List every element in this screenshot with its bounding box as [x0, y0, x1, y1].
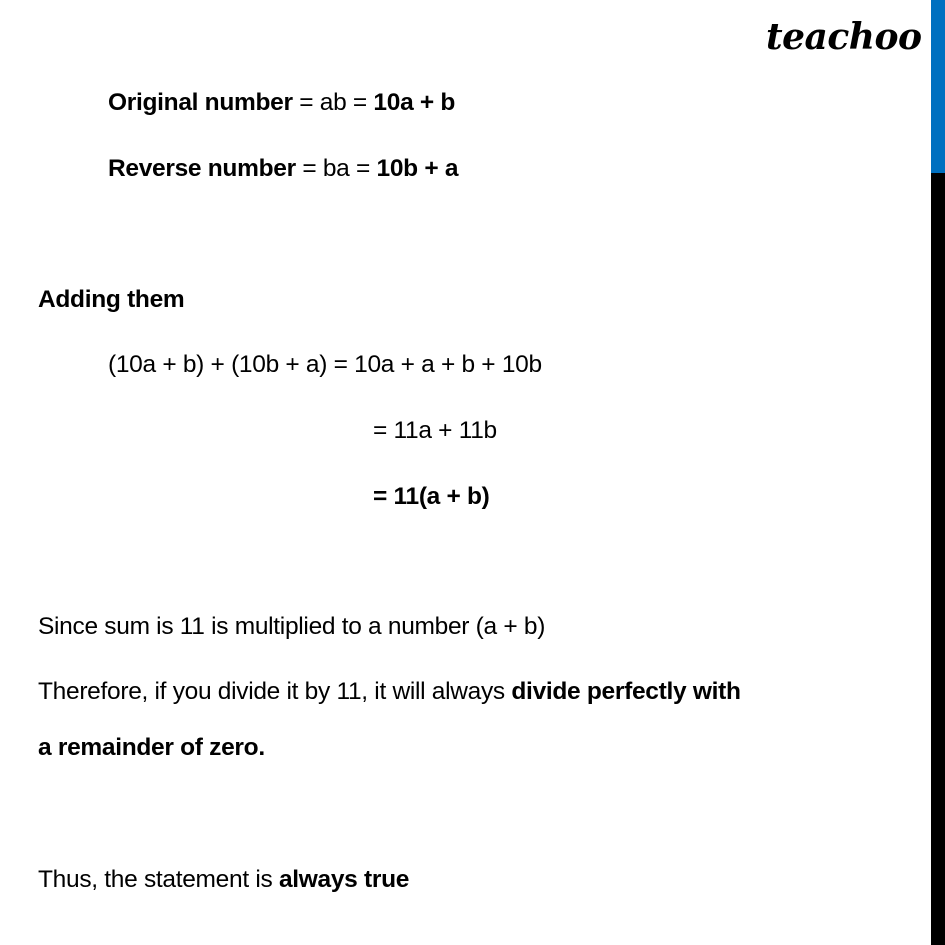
equation-line-1: (10a + b) + (10b + a) = 10a + a + b + 10b	[108, 351, 542, 378]
conclusion-line	[38, 865, 409, 895]
side-bar	[931, 173, 945, 945]
text: = ab =	[292, 89, 374, 116]
adding-heading: Adding them	[38, 286, 185, 313]
text: Therefore, if you divide it by 11, it will always	[38, 678, 512, 705]
value: 10b + a	[376, 155, 459, 182]
value: 10a + b	[373, 89, 456, 116]
equation-line-2: = 11a + 11b	[373, 417, 497, 444]
original-number-line	[108, 88, 455, 118]
label: Original number	[108, 89, 293, 116]
text: Thus, the statement is	[38, 866, 279, 893]
reverse-number-line	[108, 154, 458, 184]
bold-text: always true	[278, 866, 410, 893]
bold-text: divide perfectly with	[511, 678, 741, 705]
text: = ba =	[295, 155, 377, 182]
accent-bar	[931, 0, 945, 173]
since-line: Since sum is 11 is multiplied to a number (a + b)	[38, 613, 546, 640]
label: Reverse number	[108, 155, 296, 182]
therefore-line	[38, 677, 741, 707]
teachoo-logo: teachoo	[766, 16, 922, 58]
equation-line-3: = 11(a + b)	[373, 483, 490, 510]
remainder-line: a remainder of zero.	[38, 734, 265, 761]
